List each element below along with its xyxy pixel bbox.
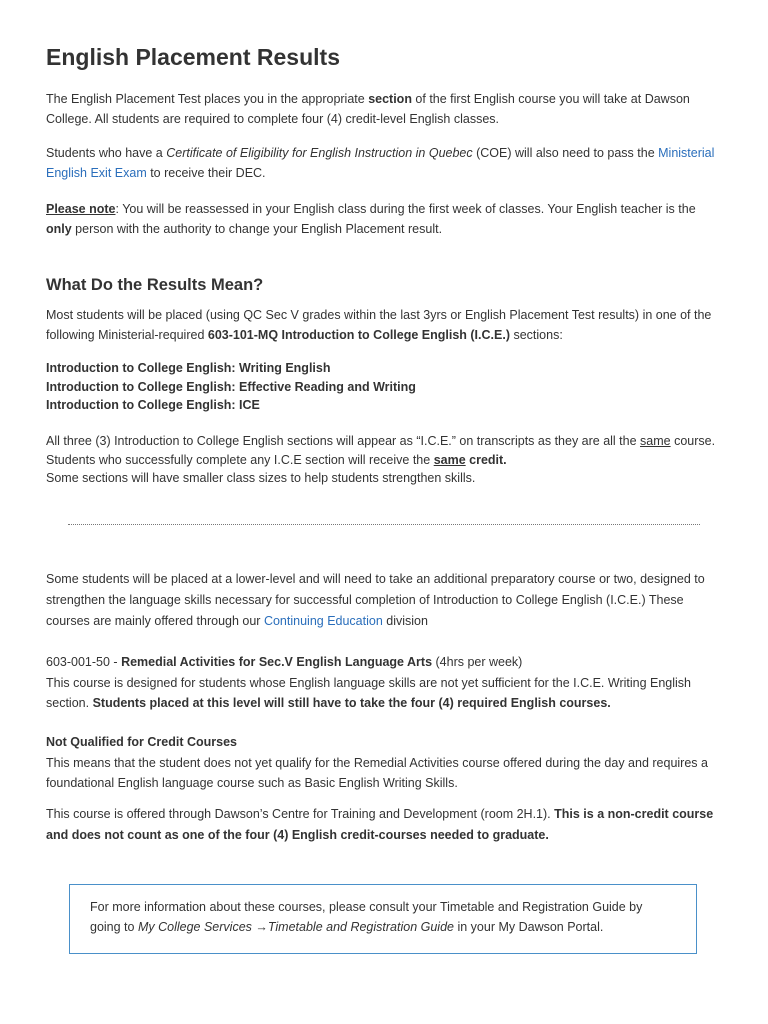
note-text: : You will be reassessed in your English class during the first week of classes. Your English teacher is the	[115, 202, 696, 216]
page-title: English Placement Results	[46, 44, 340, 70]
transcript-line-1	[46, 432, 722, 451]
credit-text-2: credit.	[465, 452, 507, 467]
results-text: Most students will be placed (using QC Sec V grades within the last 3yrs or English Placement Test results) in one of the following Ministerial-required	[46, 308, 712, 342]
not-qualified-section	[46, 732, 722, 794]
same-underlined: same	[640, 434, 671, 448]
non-credit-bold: This is a non-credit course and does not count as one of the four (4) English credit-courses needed to graduate.	[46, 807, 714, 842]
coe-text: Students who have a	[46, 146, 167, 160]
info-text: For more information about these courses, please consult your Timetable and Registration Guide by going to	[90, 900, 643, 934]
lower-level-paragraph	[46, 569, 722, 632]
intro-bold: section	[368, 92, 412, 106]
not-qualified-heading: Not Qualified for Credit Courses	[46, 735, 237, 749]
coe-text-3: to receive their DEC.	[146, 166, 266, 180]
intro-text-2: of the first English course you will take at Dawson College. All students are required to complete four (4) credit-level English classes.	[46, 92, 690, 126]
transcript-info	[46, 432, 722, 488]
non-credit-text: This course is offered through Dawson’s Centre for Training and Development (room 2H.1).	[46, 807, 555, 821]
course-list	[46, 359, 722, 415]
coe-paragraph	[46, 143, 722, 183]
same-credit-underlined: same	[433, 452, 466, 467]
transcript-text-2: course.	[670, 434, 716, 448]
credit-text: Students who successfully complete any I.C.E section will receive the	[46, 452, 434, 467]
note-label: Please note	[46, 202, 116, 216]
remedial-text: This course is designed for students whose English language skills are not yet sufficient for the I.C.E. Writing English section.	[46, 675, 692, 710]
remedial-description	[46, 673, 722, 714]
lower-level-text-2: division	[382, 614, 428, 628]
continuing-education-link[interactable]: Continuing Education	[263, 614, 383, 628]
coe-certificate: Certificate of Eligibility for English Instruction in Quebec	[166, 146, 473, 160]
my-college-services: My College Services	[137, 920, 256, 934]
transcript-text: All three (3) Introduction to College English sections will appear as “I.C.E.” on transcripts as they are all the	[46, 434, 641, 448]
coe-text-2: (COE) will also need to pass the	[472, 146, 659, 160]
remedial-hours: (4hrs per week)	[432, 655, 523, 669]
arrow-right-icon: →	[255, 920, 268, 934]
timetable-guide: Timetable and Registration Guide	[267, 920, 454, 934]
note-paragraph	[46, 199, 722, 239]
results-heading: What Do the Results Mean?	[46, 276, 264, 294]
results-text-2: sections:	[509, 328, 563, 342]
results-paragraph	[46, 305, 722, 345]
course-writing-english: Introduction to College English: Writing English	[46, 361, 331, 375]
remedial-title	[46, 652, 722, 673]
note-text-2: person with the authority to change your English Placement result.	[71, 222, 443, 236]
transcript-line-2	[46, 451, 722, 470]
class-size-note: Some sections will have smaller class sizes to help students strengthen skills.	[46, 471, 476, 485]
remedial-code: 603-001-50 -	[46, 655, 122, 669]
lower-level-text: Some students will be placed at a lower-level and will need to take an additional preparatory course or two, designed to strengthen the language skills necessary for successful completion of Introduction to College English (I.C.E.) These courses are mainly offered through our	[46, 572, 705, 628]
info-text-2: in your My Dawson Portal.	[453, 920, 604, 934]
course-ice: Introduction to College English: ICE	[46, 398, 260, 412]
course-effective-reading: Introduction to College English: Effective Reading and Writing	[46, 379, 416, 394]
intro-text: The English Placement Test places you in the appropriate	[46, 92, 369, 106]
intro-paragraph	[46, 89, 722, 129]
remedial-name: Remedial Activities for Sec.V English Language Arts	[121, 655, 433, 669]
dotted-divider	[68, 524, 700, 528]
non-credit-paragraph	[46, 804, 722, 845]
ice-course-code: 603-101-MQ Introduction to College English (I.C.E.)	[207, 328, 510, 342]
remedial-course	[46, 652, 722, 714]
info-box	[69, 884, 697, 954]
exit-exam-link[interactable]: Ministerial English Exit Exam	[46, 146, 715, 180]
not-qualified-text: This means that the student does not yet qualify for the Remedial Activities course offered during the day and requires a foundational English language course such as Basic English Writing Skills.	[46, 755, 708, 790]
remedial-bold: Students placed at this level will still have to take the four (4) required English courses.	[92, 696, 611, 710]
note-bold: only	[46, 222, 72, 236]
